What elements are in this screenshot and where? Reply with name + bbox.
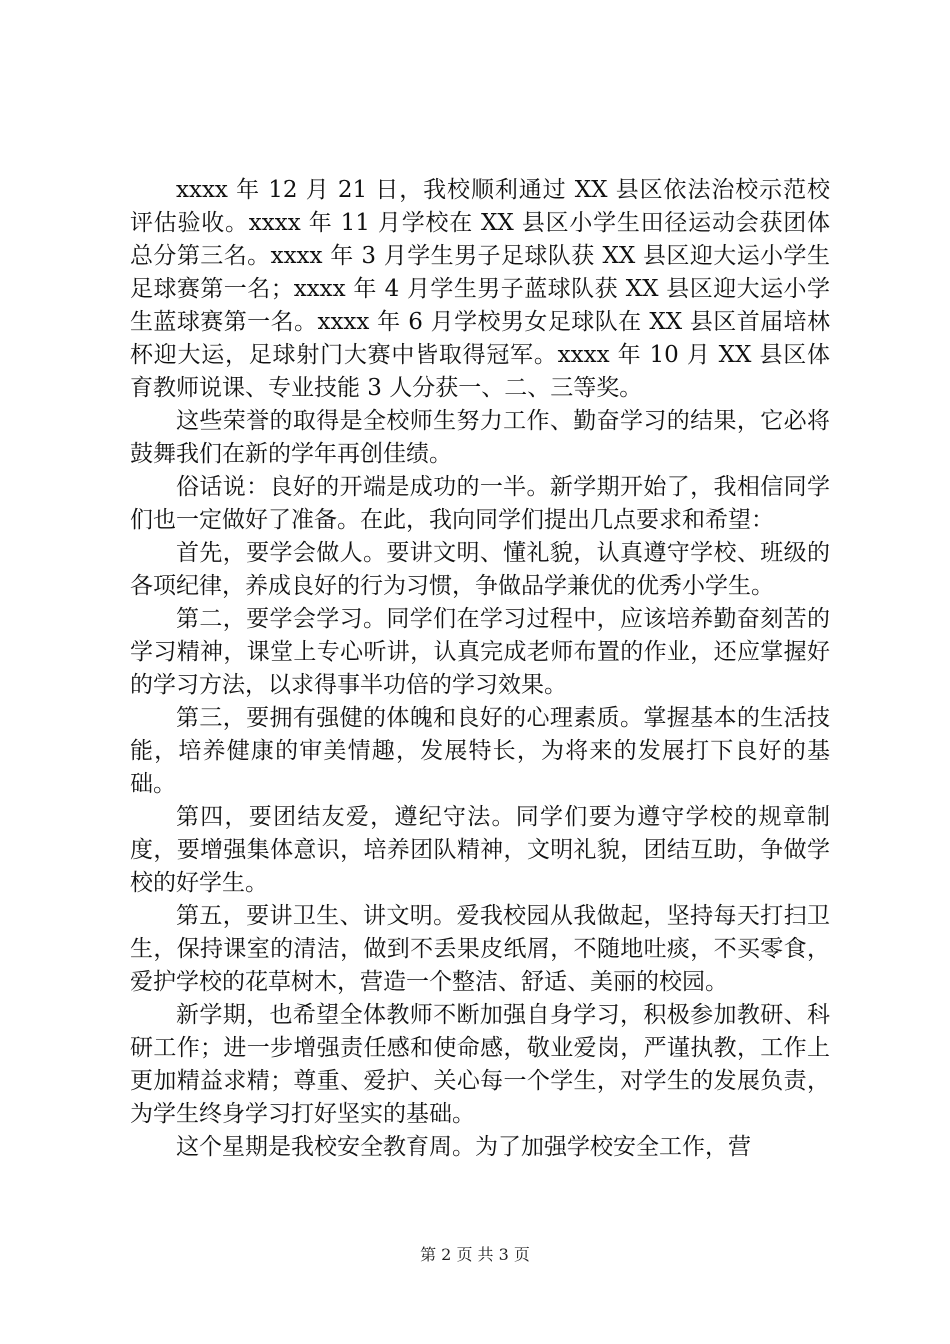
paragraph-new-term: 俗话说：良好的开端是成功的一半。新学期开始了，我相信同学们也一定做好了准备。在此，我向同学们提出几点要求和希望： [130, 474, 830, 533]
page-footer: 第 2 页 共 3 页 [420, 1245, 530, 1264]
paragraph-honors: 这些荣誉的取得是全校师生努力工作、勤奋学习的结果，它必将鼓舞我们在新的学年再创佳绩。 [130, 408, 830, 467]
paragraph-achievements: xxxx 年 12 月 21 日，我校顺利通过 XX 县区依法治校示范校评估验收。xxxx 年 11 月学校在 XX 县区小学生田径运动会获团体总分第三名。xxxx 年 3 月学生男子足球队获 XX 县区迎大运小学生足球赛第一名；xxxx 年 4 月学生男子蓝球队获 XX 县区迎大运小学生蓝球赛第一名。xxxx 年 6 月学校男女足球队在 XX 县区首届培林杯迎大运，足球射门大赛中皆取得冠军。xxxx 年 10 月 XX 县区体育教师说课、专业技能 3 人分获一、二、三等奖。 [130, 177, 830, 401]
paragraph-fifth-requirement: 第五，要讲卫生、讲文明。爱我校园从我做起，坚持每天打扫卫生，保持课室的清洁，做到不丢果皮纸屑，不随地吐痰，不买零食，爱护学校的花草树木，营造一个整洁、舒适、美丽的校园。 [130, 903, 830, 995]
paragraph-safety-week: 这个星期是我校安全教育周。为了加强学校安全工作，营 [176, 1134, 751, 1160]
paragraph-fourth-requirement: 第四，要团结友爱，遵纪守法。同学们要为遵守学校的规章制度，要增强集体意识，培养团队精神，文明礼貌，团结互助，争做学校的好学生。 [130, 804, 830, 896]
document-body [130, 174, 830, 1164]
paragraph-third-requirement: 第三，要拥有强健的体魄和良好的心理素质。掌握基本的生活技能，培养健康的审美情趣，发展特长，为将来的发展打下良好的基础。 [130, 705, 830, 797]
paragraph-second-requirement: 第二，要学会学习。同学们在学习过程中，应该培养勤奋刻苦的学习精神，课堂上专心听讲，认真完成老师布置的作业，还应掌握好的学习方法，以求得事半功倍的学习效果。 [130, 606, 830, 698]
paragraph-teachers: 新学期，也希望全体教师不断加强自身学习，积极参加教研、科研工作；进一步增强责任感和使命感，敬业爱岗，严谨执教，工作上更加精益求精；尊重、爱护、关心每一个学生，对学生的发展负责，为学生终身学习打好坚实的基础。 [130, 1002, 830, 1127]
paragraph-first-requirement: 首先，要学会做人。要讲文明、懂礼貌，认真遵守学校、班级的各项纪律，养成良好的行为习惯，争做品学兼优的优秀小学生。 [130, 540, 830, 599]
